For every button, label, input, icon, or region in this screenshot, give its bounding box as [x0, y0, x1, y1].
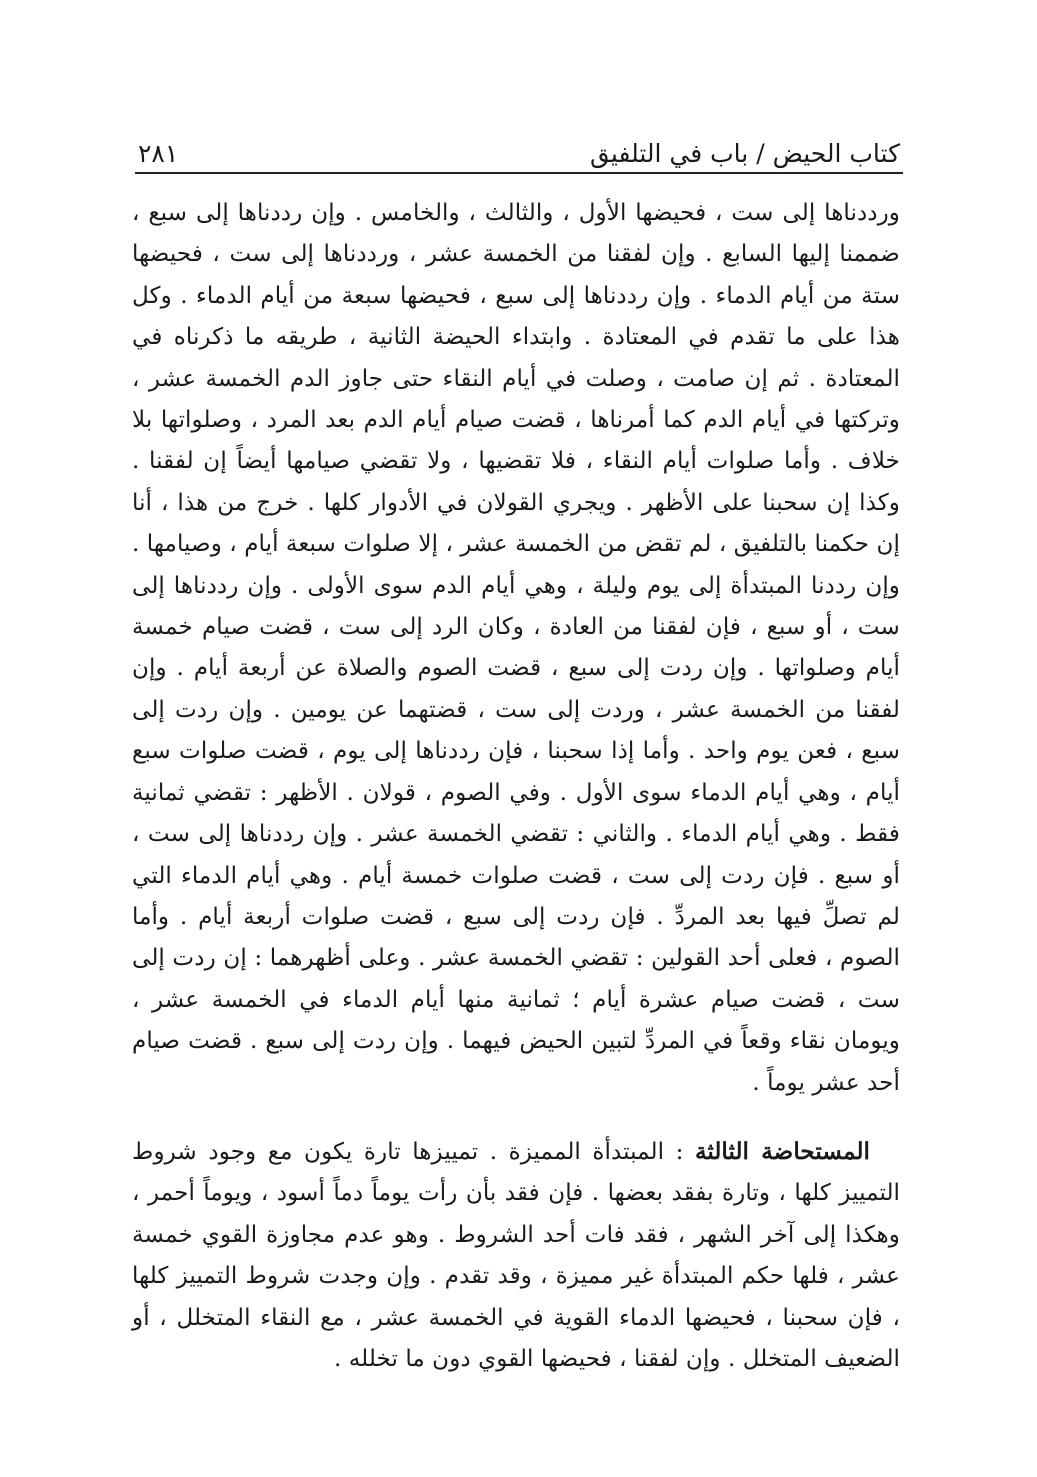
chapter-title: كتاب الحيض / باب في التلفيق: [590, 139, 900, 168]
body-text: [132, 192, 900, 1379]
paragraph-1: ورددناها إلى ست ، فحيضها الأول ، والثالث ، والخامس . وإن رددناها إلى سبع ، ضممنا إليها السابع . وإن لفقنا من الخمسة عشر ، ورددناها إلى ست ، فحيضها ستة من أيام الدماء . وإن رددناها إلى سبع ، فحيضها سبعة من أيام الدماء . وكل هذا على ما تقدم في المعتادة . وابتداء الحيضة الثانية ، طريقه ما ذكرناه في المعتادة . ثم إن صامت ، وصلت في أيام النقاء حتى جاوز الدم الخمسة عشر ، وتركتها في أيام الدم كما أمرناها ، قضت صيام أيام الدم بعد المرد ، وصلواتها بلا خلاف . وأما صلوات أيام النقاء ، فلا تقضيها ، ولا تقضي صيامها أيضاً إن لفقنا . وكذا إن سحبنا على الأظهر . ويجري القولان في الأدوار كلها . خرج من هذا ، أنا إن حكمنا بالتلفيق ، لم تقض من الخمسة عشر ، إلا صلوات سبعة أيام ، وصيامها . وإن رددنا المبتدأة إلى يوم وليلة ، وهي أيام الدم سوى الأولى . وإن رددناها إلى ست ، أو سبع ، فإن لفقنا من العادة ، وكان الرد إلى ست ، قضت صيام خمسة أيام وصلواتها . وإن ردت إلى سبع ، قضت الصوم والصلاة عن أربعة أيام . وإن لفقنا من الخمسة عشر ، وردت إلى ست ، قضتهما عن يومين . وإن ردت إلى سبع ، فعن يوم واحد . وأما إذا سحبنا ، فإن رددناها إلى يوم ، قضت صلوات سبع أيام ، وهي أيام الدماء سوى الأول . وفي الصوم ، قولان . الأظهر : تقضي ثمانية فقط . وهي أيام الدماء . والثاني : تقضي الخمسة عشر . وإن رددناها إلى ست ، أو سبع . فإن ردت إلى ست ، قضت صلوات خمسة أيام . وهي أيام الدماء التي لم تصلِّ فيها بعد المردِّ . فإن ردت إلى سبع ، قضت صلوات أربعة أيام . وأما الصوم ، فعلى أحد القولين : تقضي الخمسة عشر . وعلى أظهرهما : إن ردت إلى ست ، قضت صيام عشرة أيام ؛ ثمانية منها أيام الدماء في الخمسة عشر ، ويومان نقاء وقعاً في المردِّ لتبين الحيض فيهما . وإن ردت إلى سبع . قضت صيام أحد عشر يوماً .: [132, 199, 900, 1096]
paragraph-2-term: المستحاضة الثالثة: [694, 1137, 870, 1165]
running-header: [138, 128, 900, 168]
paragraph-2-text: : المبتدأة المميزة . تمييزها تارة يكون مع وجود شروط التمييز كلها ، وتارة بفقد بعضها . فإن فقد بأن رأت يوماً دماً أسود ، ويوماً أحمر ، وهكذا إلى آخر الشهر ، فقد فات أحد الشروط . وهو عدم مجاوزة القوي خمسة عشر ، فلها حكم المبتدأة غير مميزة ، وقد تقدم . وإن وجدت شروط التمييز كلها ، فإن سحبنا ، فحيضها الدماء القوية في الخمسة عشر ، مع النقاء المتخلل ، أو الضعيف المتخلل . وإن لفقنا ، فحيضها القوي دون ما تخلله .: [132, 1137, 900, 1372]
paragraph-2: [132, 1131, 900, 1379]
page-number: ٢٨١: [138, 139, 179, 168]
header-divider: [135, 172, 903, 174]
